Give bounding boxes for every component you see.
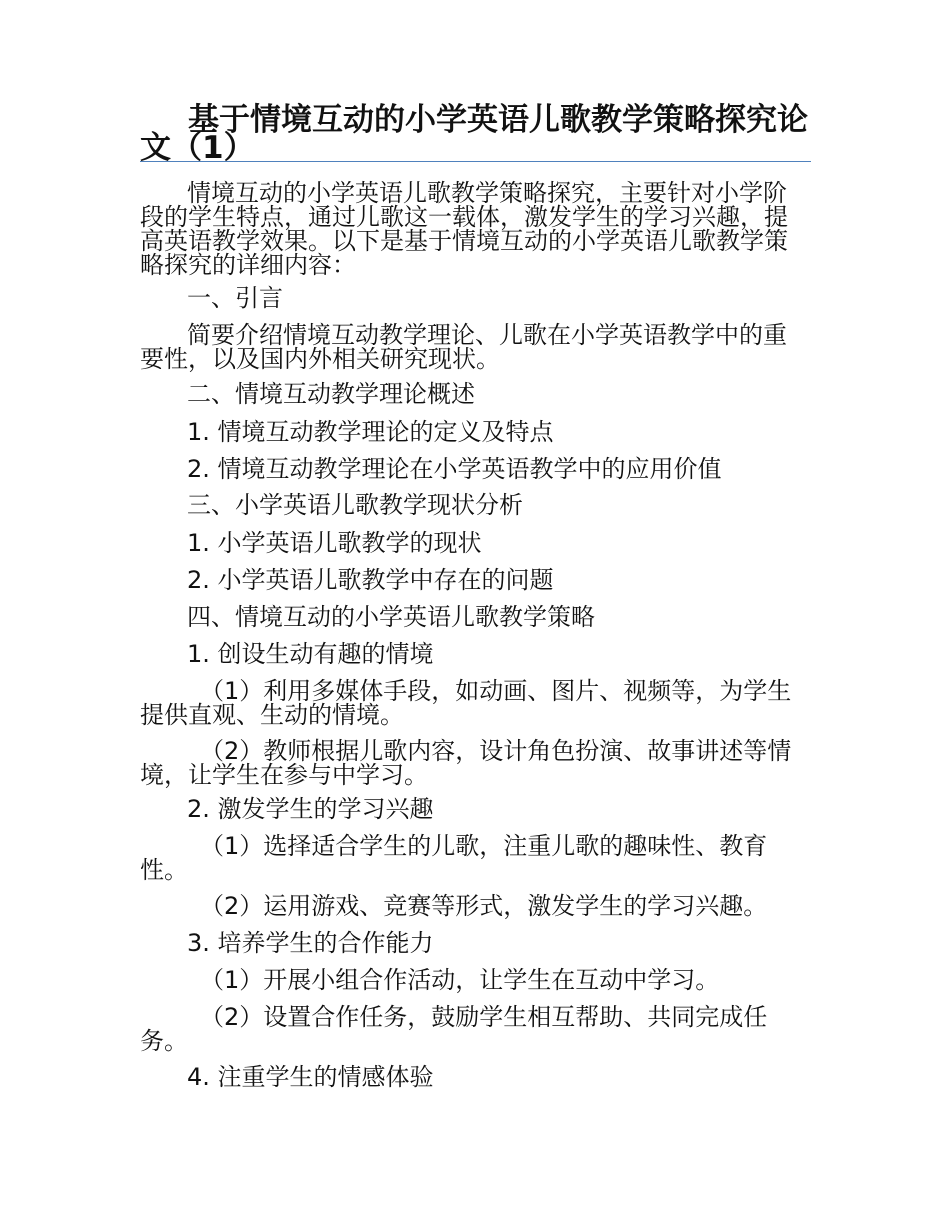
list-item: 1. 创设生动有趣的情境 (187, 640, 434, 668)
section-heading-4: 四、情境互动的小学英语儿歌教学策略 (187, 603, 595, 631)
sub-item: （1）利用多媒体手段，如动画、图片、视频等，为学生提供直观、生动的情境。 (140, 677, 792, 729)
title-underline (140, 161, 811, 162)
sub-item: （2）运用游戏、竞赛等形式，激发学生的学习兴趣。 (200, 892, 768, 920)
list-item: 1. 小学英语儿歌教学的现状 (187, 529, 482, 557)
list-item: 1. 情境互动教学理论的定义及特点 (187, 418, 554, 446)
section-heading-2: 二、情境互动教学理论概述 (187, 380, 475, 408)
list-item: 4. 注重学生的情感体验 (187, 1063, 434, 1091)
section-heading-3: 三、小学英语儿歌教学现状分析 (187, 491, 523, 519)
intro-paragraph: 情境互动的小学英语儿歌教学策略探究，主要针对小学阶段的学生特点，通过儿歌这一载体，激发学生的学习兴趣，提高英语教学效果。以下是基于情境互动的小学英语儿歌教学策略探究的详细内容： (140, 179, 788, 279)
list-item: 2. 小学英语儿歌教学中存在的问题 (187, 566, 554, 594)
list-item: 2. 情境互动教学理论在小学英语教学中的应用价值 (187, 455, 722, 483)
list-item: 2. 激发学生的学习兴趣 (187, 795, 434, 823)
document-title: 基于情境互动的小学英语儿歌教学策略探究论文（1） (140, 102, 808, 166)
sub-item: （2）教师根据儿歌内容，设计角色扮演、故事讲述等情境，让学生在参与中学习。 (140, 737, 792, 789)
section-heading-1: 一、引言 (187, 284, 283, 312)
sub-item: （1）选择适合学生的儿歌，注重儿歌的趣味性、教育性。 (140, 832, 768, 884)
sub-item: （2）设置合作任务，鼓励学生相互帮助、共同完成任务。 (140, 1003, 768, 1055)
sub-item: （1）开展小组合作活动，让学生在互动中学习。 (200, 966, 720, 994)
list-item: 3. 培养学生的合作能力 (187, 929, 434, 957)
section-1-body: 简要介绍情境互动教学理论、儿歌在小学英语教学中的重要性，以及国内外相关研究现状。 (140, 321, 787, 373)
